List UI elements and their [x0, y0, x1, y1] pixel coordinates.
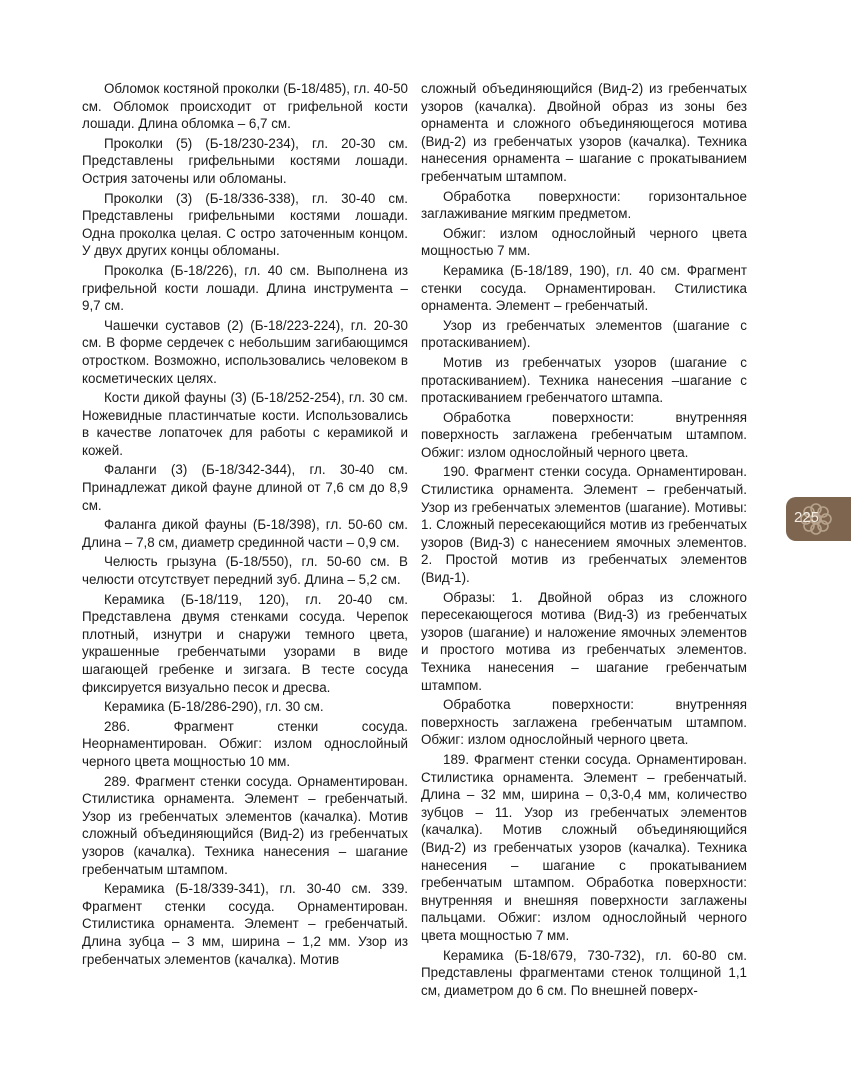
- paragraph: Обработка поверхности: горизонтальное заглаживание мягким предметом.: [421, 188, 747, 222]
- paragraph: Керамика (Б-18/119, 120), гл. 20-40 см. Представлена двумя стенками сосуда. Черепок плотный, изнутри и снаружи темного цвета, украшенные гребенчатыми узорами в виде шагающей гребенке и зигзага. В тесте сосуда фиксируется визуально песок и дресва.: [82, 591, 408, 695]
- paragraph: Проколки (3) (Б-18/336-338), гл. 30-40 см. Представлены грифельными костями лошади. Одна проколка целая. С остро заточенным концом. У двух других концы обломаны.: [82, 190, 408, 259]
- paragraph: Чашечки суставов (2) (Б-18/223-224), гл. 20-30 см. В форме сердечек с небольшим загибающимся отростком. Возможно, использовались человеком в косметических целях.: [82, 317, 408, 386]
- paragraph: Керамика (Б-18/286-290), гл. 30 см.: [104, 699, 324, 715]
- paragraph: Обломок костяной проколки (Б-18/485), гл. 40-50 см. Обломок происходит от грифельной кости лошади. Длина обломка – 6,7 см.: [82, 81, 408, 132]
- paragraph: Обработка поверхности: внутренняя поверхность заглажена гребенчатым штампом. Обжиг: излом однослойный черного цвета.: [421, 697, 747, 748]
- paragraph: Проколка (Б-18/226), гл. 40 см. Выполнена из грифельной кости лошади. Длина инструмента – 9,7 см.: [82, 262, 408, 314]
- right-column: [421, 80, 747, 1001]
- left-column: [82, 80, 408, 970]
- paragraph: Фаланги (3) (Б-18/342-344), гл. 30-40 см. Принадлежат дикой фауне длиной от 7,6 см до 8,9 см.: [82, 462, 408, 513]
- paragraph: Керамика (Б-18/339-341), гл. 30-40 см. 339. Фрагмент стенки сосуда. Орнаментирован. Стилистика орнамента. Элемент – гребенчатый. Длина зубца – 3 мм, ширина – 1,2 мм. Узор из гребенчатых элементов (качалка). Мотив: [82, 881, 408, 967]
- paragraph: 289. Фрагмент стенки сосуда. Орнаментирован. Стилистика орнамента. Элемент – гребенчатый. Узор из гребенчатых элементов (качалка). Мотив сложный объединяющийся (Вид-2) из гребенчатых узоров (качалка). Техника нанесения – шагание гребенчатым штампом.: [82, 773, 408, 877]
- paragraph: 190. Фрагмент стенки сосуда. Орнаментирован. Стилистика орнамента. Элемент – гребенчатый. Узор из гребенчатых элементов (шагание). Мотивы: 1. Сложный пересекающийся мотив из гребенчатых узоров (Вид-3) с нанесением ямочных элементов. 2. Простой мотив из гребенчатых элементов (Вид-1).: [421, 464, 747, 586]
- paragraph: Керамика (Б-18/679, 730-732), гл. 60-80 см. Представлены фрагментами стенок толщиной 1,1 см, диаметром до 6 см. По внешней поверх-: [421, 947, 747, 998]
- paragraph: Мотив из гребенчатых узоров (шагание с протаскиванием). Техника нанесения –шагание с протаскиванием гребенчатого штампа.: [421, 354, 747, 406]
- paragraph: Керамика (Б-18/189, 190), гл. 40 см. Фрагмент стенки сосуда. Орнаментирован. Стилистика орнамента. Элемент – гребенчатый.: [421, 262, 747, 314]
- paragraph: 286. Фрагмент стенки сосуда. Неорнаментирован. Обжиг: излом однослойный черного цвета мощностью 10 мм.: [82, 718, 408, 769]
- paragraph: сложный объединяющийся (Вид-2) из гребенчатых узоров (качалка). Двойной образ из зоны без орнамента и сложного объединяющегося мотива (Вид-2) из гребенчатых узоров (качалка). Техника нанесения орнамента – шагание с прокатыванием гребенчатым штампом.: [421, 81, 747, 184]
- paragraph: Кости дикой фауны (3) (Б-18/252-254), гл. 30 см. Ножевидные пластинчатые кости. Использовались в качестве лопаточек для работы с керамикой и кожей.: [82, 390, 408, 458]
- paragraph: Узор из гребенчатых элементов (шагание с протаскиванием).: [421, 317, 747, 351]
- paragraph: Обжиг: излом однослойный черного цвета мощностью 7 мм.: [421, 225, 747, 259]
- paragraph: Фаланга дикой фауны (Б-18/398), гл. 50-60 см. Длина – 7,8 см, диаметр срединной части – 0,9 см.: [82, 517, 408, 550]
- paragraph: Проколки (5) (Б-18/230-234), гл. 20-30 см. Представлены грифельными костями лошади. Острия заточены или обломаны.: [82, 135, 408, 186]
- page-number-tab: [786, 497, 851, 541]
- paragraph: Обработка поверхности: внутренняя поверхность заглажена гребенчатым штампом. Обжиг: излом однослойный черного цвета.: [421, 409, 747, 460]
- paragraph: 189. Фрагмент стенки сосуда. Орнаментирован. Стилистика орнамента. Элемент – гребенчатый. Длина – 32 мм, ширина – 0,3-0,4 мм, количество зубцов – 11. Узор из гребенчатых элементов (качалка). Мотив сложный объединяющийся (Вид-2) из гребенчатых узоров (качалка). Техника нанесения – шагание с прокатыванием гребенчатым штампом. Обработка поверхности: внутренняя и внешняя поверхности заглажены пальцами. Обжиг: излом однослойный черного цвета мощностью 7 мм.: [421, 751, 747, 943]
- paragraph: Челюсть грызуна (Б-18/550), гл. 50-60 см. В челюсти отсутствует передний зуб. Длина – 5,2 см.: [82, 554, 408, 588]
- paragraph: Образы: 1. Двойной образ из сложного пересекающегося мотива (Вид-3) из гребенчатых узоров (шагание) и наложение ямочных элементов и простого мотива из гребенчатых элементов. Техника нанесения – шагание гребенчатым штампом.: [421, 589, 747, 693]
- page-number: 225: [794, 509, 820, 526]
